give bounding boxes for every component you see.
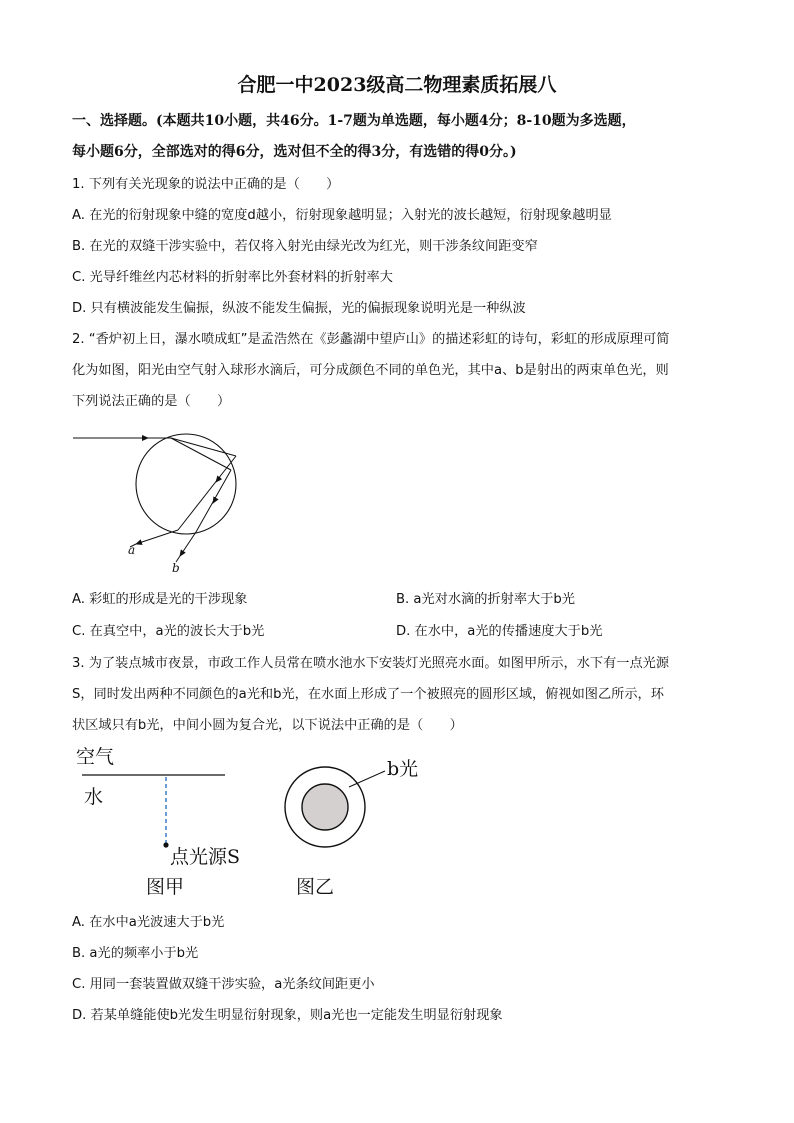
- label-b: b: [172, 561, 180, 575]
- q1-stem: 1. 下列有关光现象的说法中正确的是（ ）: [72, 177, 340, 192]
- section-instructions-line1: 一、选择题。(本题共10小题，共46分。1-7题为单选题，每小题4分；8-10题为多选题，: [72, 113, 636, 129]
- label-a: a: [128, 543, 136, 557]
- label-air: 空气: [76, 746, 115, 768]
- section-instructions-line2: 每小题6分，全部选对的得6分，选对但不全的得3分，有选错的得0分。): [72, 144, 517, 160]
- q2-option-b: B. a光对水滴的折射率大于b光: [396, 592, 575, 607]
- inner-disc: [302, 784, 348, 830]
- q3-option-c: C. 用同一套装置做双缝干涉实验，a光条纹间距更小: [72, 977, 375, 992]
- ray-b: [180, 532, 196, 556]
- q3-stem-line2: S，同时发出两种不同颜色的a光和b光，在水面上形成了一个被照亮的圆形区域，俯视如图乙所示，环: [72, 687, 664, 702]
- q3-stem-line1: 3. 为了装点城市夜景，市政工作人员常在喷水池水下安装灯光照亮水面。如图甲所示，水下有一点光源: [72, 656, 670, 671]
- label-fig-jia: 图甲: [146, 876, 185, 898]
- point-source-dot: [163, 842, 168, 847]
- q2-option-c: C. 在真空中，a光的波长大于b光: [72, 624, 265, 639]
- label-source: 点光源S: [170, 846, 241, 868]
- q2-option-a: A. 彩虹的形成是光的干涉现象: [72, 592, 248, 607]
- raindrop-diagram: [68, 420, 258, 580]
- label-fig-yi: 图乙: [296, 876, 335, 898]
- q2-stem-line1: 2. “香炉初上日，瀑水喷成虹”是孟浩然在《彭蠡湖中望庐山》的描述彩虹的诗句，彩虹的形成原理可简: [72, 332, 670, 347]
- ray-a: [136, 530, 178, 544]
- q3-option-a: A. 在水中a光波速大于b光: [72, 915, 225, 930]
- q3-stem-line3: 状区域只有b光，中间小圆为复合光，以下说法中正确的是（ ）: [72, 718, 463, 733]
- figure-yi: [270, 745, 450, 900]
- q1-option-d: D. 只有横波能发生偏振，纵波不能发生偏振，光的偏振现象说明光是一种纵波: [72, 301, 526, 316]
- page-title: 合肥一中2023级高二物理素质拓展八: [237, 74, 557, 96]
- figure-jia: [70, 735, 260, 900]
- q1-option-c: C. 光导纤维丝内芯材料的折射率比外套材料的折射率大: [72, 270, 393, 285]
- q2-option-d: D. 在水中，a光的传播速度大于b光: [396, 624, 603, 639]
- q3-option-d: D. 若某单缝能使b光发生明显衍射现象，则a光也一定能发生明显衍射现象: [72, 1008, 503, 1023]
- label-b-light: b光: [387, 758, 419, 780]
- q2-stem-line2: 化为如图，阳光由空气射入球形水滴后，可分成颜色不同的单色光，其中a、b是射出的两束单色光，则: [72, 363, 669, 378]
- q1-option-b: B. 在光的双缝干涉实验中，若仅将入射光由绿光改为红光，则干涉条纹间距变窄: [72, 239, 538, 254]
- label-water: 水: [84, 786, 104, 808]
- q1-option-a: A. 在光的衍射现象中缝的宽度d越小，衍射现象越明显；入射光的波长越短，衍射现象越明显: [72, 208, 612, 223]
- q2-stem-line3: 下列说法正确的是（ ）: [72, 394, 231, 409]
- q3-option-b: B. a光的频率小于b光: [72, 946, 199, 961]
